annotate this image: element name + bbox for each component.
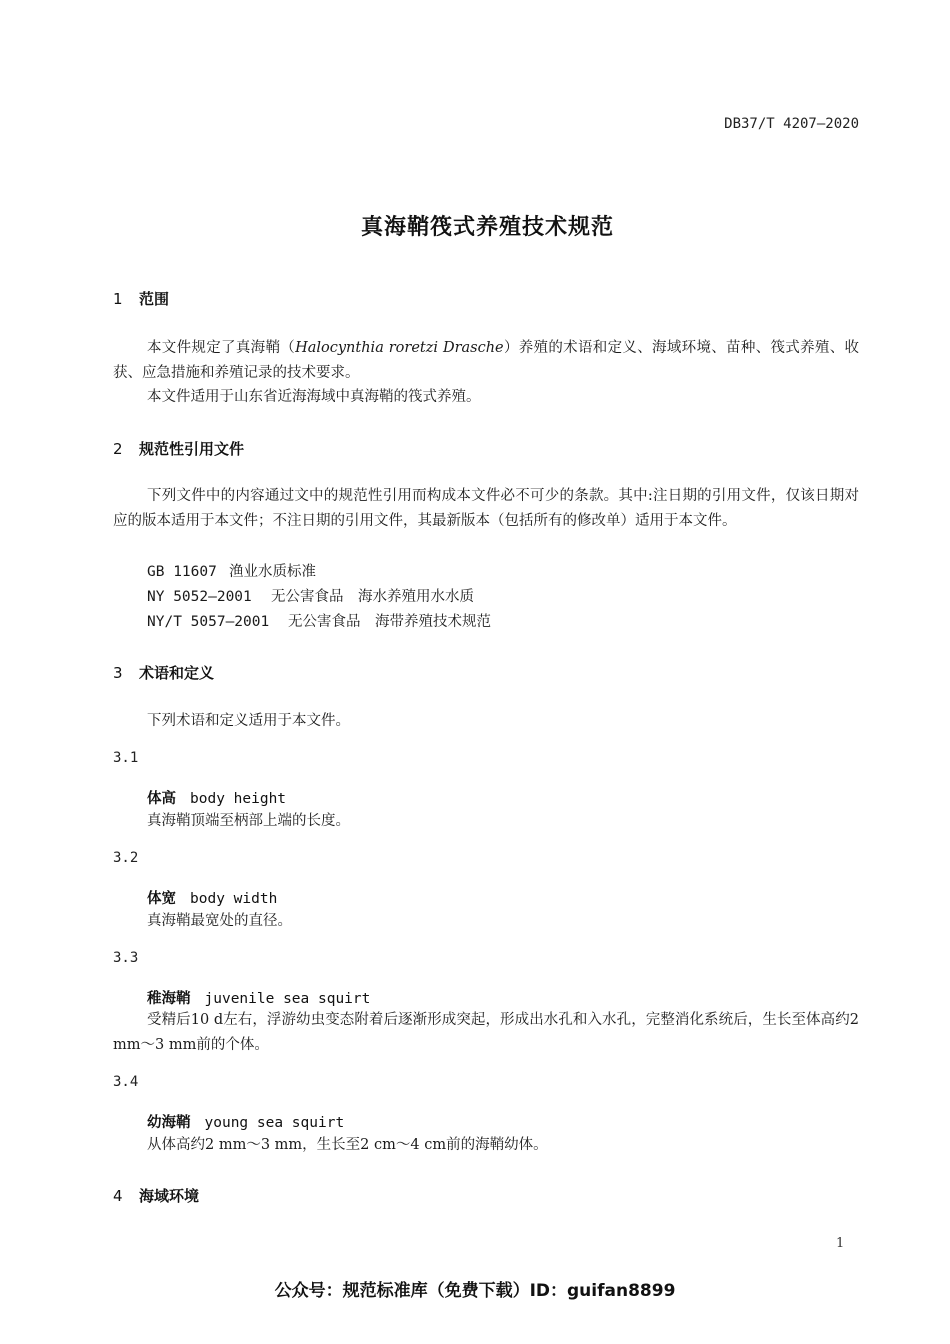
term-title	[147, 1111, 344, 1132]
page-title: 真海鞘筏式养殖技术规范	[360, 215, 614, 240]
section-number: 1	[113, 290, 123, 308]
reference-title: 无公害食品 海带养殖技术规范	[288, 614, 491, 630]
section-title: 规范性引用文件	[139, 440, 245, 458]
term-zh: 体宽	[147, 891, 176, 907]
section-heading-4	[113, 1185, 199, 1206]
section-title: 术语和定义	[139, 664, 215, 682]
term-definition: 从体高约2 mm～3 mm，生长至2 cm～4 cm前的海鞘幼体。	[147, 1137, 548, 1153]
term-definition: 真海鞘顶端至柄部上端的长度。	[147, 813, 350, 829]
term-en: young sea squirt	[204, 1115, 345, 1131]
reference-code: GB 11607	[147, 564, 217, 580]
term-title	[147, 987, 370, 1008]
term-definition: 真海鞘最宽处的直径。	[147, 913, 292, 929]
term-number: 3.1	[113, 750, 139, 766]
term-en: juvenile sea squirt	[204, 991, 371, 1007]
reference-item	[147, 609, 491, 635]
section-number: 4	[113, 1187, 123, 1205]
scope-paragraph-1	[113, 336, 859, 386]
section-title: 海域环境	[139, 1187, 200, 1205]
scope-paragraph-2: 本文件适用于山东省近海海域中真海鞘的筏式养殖。	[147, 389, 481, 405]
term-zh: 幼海鞘	[147, 1115, 191, 1131]
term-title	[147, 787, 286, 808]
section-heading-2	[113, 438, 244, 459]
term-zh: 稚海鞘	[147, 991, 191, 1007]
section-heading-3	[113, 662, 214, 683]
page-number: 1	[836, 1236, 845, 1251]
document-code: DB37/T 4207—2020	[724, 116, 859, 132]
term-zh: 体高	[147, 791, 176, 807]
reference-title: 无公害食品 海水养殖用水水质	[271, 589, 474, 605]
section-heading-1	[113, 288, 169, 309]
term-en: body height	[190, 791, 287, 807]
terms-intro: 下列术语和定义适用于本文件。	[147, 713, 350, 729]
scope-text-b: ）养殖的术语和定义、海域环境、苗种、筏式养殖、收获、应急措施和养殖记录的技术要求。	[113, 340, 860, 381]
section-number: 2	[113, 440, 123, 458]
reference-code: NY 5052—2001	[147, 589, 252, 605]
reference-item	[147, 559, 316, 585]
normative-references-paragraph: 下列文件中的内容通过文中的规范性引用而构成本文件必不可少的条款。其中:注日期的引用文件，仅该日期对应的版本适用于本文件；不注日期的引用文件，其最新版本（包括所有的修改单）适用于本文件。	[113, 488, 859, 529]
term-number: 3.4	[113, 1074, 139, 1090]
term-number: 3.2	[113, 850, 139, 866]
term-en: body width	[190, 891, 278, 907]
reference-item	[147, 584, 474, 610]
scope-text-a: 本文件规定了真海鞘（	[147, 340, 296, 356]
section-title: 范围	[139, 290, 170, 308]
term-definition: 受精后10 d左右，浮游幼虫变态附着后逐渐形成突起，形成出水孔和入水孔，完整消化系统后，生长至体高约2 mm～3 mm前的个体。	[113, 1012, 859, 1053]
term-title	[147, 887, 277, 908]
section-number: 3	[113, 664, 123, 682]
footer-text: 公众号：规范标准库（免费下载）ID：guifan8899	[274, 1281, 676, 1301]
latin-name: Halocynthia roretzi Drasche	[295, 340, 504, 356]
reference-title: 渔业水质标准	[229, 564, 316, 580]
term-number: 3.3	[113, 950, 139, 966]
reference-code: NY/T 5057—2001	[147, 614, 270, 630]
